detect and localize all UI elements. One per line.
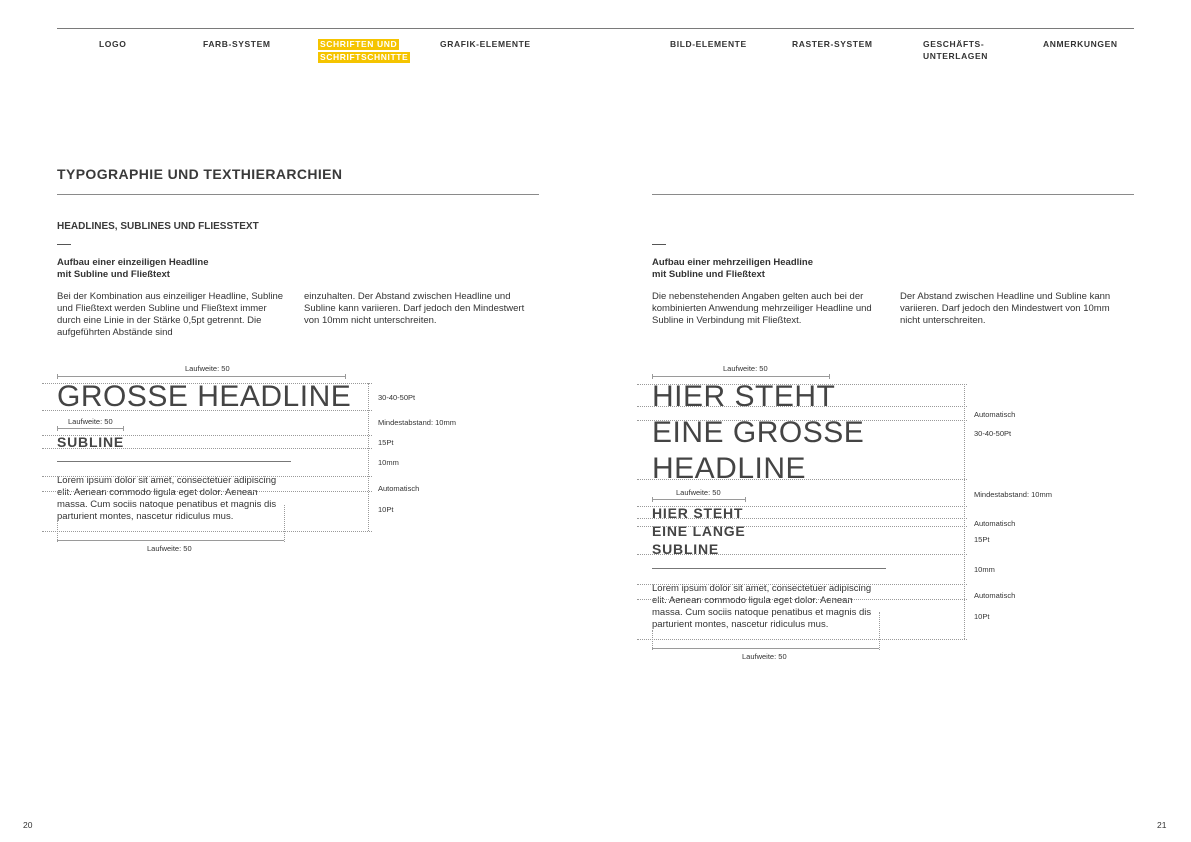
spec-label: 15Pt — [378, 438, 394, 447]
spec-label: Mindestabstand: 10mm — [378, 418, 456, 427]
nav-item-label-line2: UNTERLAGEN — [923, 51, 989, 61]
tracking-label-body: Laufweite: 50 — [147, 544, 192, 553]
spec-label: Mindestabstand: 10mm — [974, 490, 1052, 499]
spec-label: 10Pt — [974, 612, 990, 621]
intro-title-right — [652, 257, 912, 281]
spec-axis — [964, 384, 965, 639]
section-rule-right — [652, 194, 1134, 195]
tracking-measure-subline — [652, 499, 746, 500]
separator-line-sample — [57, 461, 291, 462]
nav-item-schriften-active[interactable] — [318, 38, 410, 64]
tracking-label-headline: Laufweite: 50 — [185, 364, 230, 373]
nav-item-grafik-elemente[interactable] — [440, 38, 531, 50]
spec-label: 10mm — [974, 565, 995, 574]
tracking-measure-headline — [57, 376, 346, 377]
intro-title-line1: Aufbau einer einzeiligen Headline — [57, 257, 209, 268]
separator-line-sample — [652, 568, 886, 569]
subline-sample-line2: EINE LANGE — [652, 523, 746, 539]
tracking-label-body: Laufweite: 50 — [742, 652, 787, 661]
spec-label: 30-40-50Pt — [378, 393, 416, 402]
page-number-left: 20 — [23, 820, 33, 830]
subline-sample: SUBLINE — [57, 434, 125, 450]
body-text-col2: Der Abstand zwischen Headline und Subline kann variieren. Darf jedoch den Mindestwert von 10mm nicht unterschreiten. — [900, 291, 1111, 326]
tracking-measure-headline — [652, 376, 830, 377]
section-rule-left — [57, 194, 539, 195]
headline-sample-line3: HEADLINE — [652, 452, 807, 485]
guide-line-vertical — [879, 612, 880, 650]
spec-label: 10Pt — [378, 505, 394, 514]
nav-item-bild-elemente[interactable] — [670, 38, 747, 50]
nav-item-logo[interactable] — [99, 38, 126, 50]
guide-line — [42, 410, 372, 411]
body-text-col1: Bei der Kombination aus einzeiliger Headline, Subline und Fließtext werden Subline und Fließtext immer durch eine Linie in der Stärke 0,5pt getrennt. Die aufgeführten Abstände sind — [57, 291, 284, 338]
intro-dash — [57, 244, 71, 245]
headline-sample: GROSSE HEADLINE — [57, 380, 352, 413]
guide-line — [42, 531, 372, 532]
guide-line — [637, 479, 967, 480]
intro-title-line2: mit Subline und Fließtext — [652, 269, 765, 280]
headline-sample-line1: HIER STEHT — [652, 380, 836, 413]
spec-label: Automatisch — [974, 519, 1016, 528]
guide-line-vertical — [652, 630, 653, 650]
tracking-label-headline: Laufweite: 50 — [723, 364, 768, 373]
tracking-label-subline: Laufweite: 50 — [676, 488, 721, 497]
guide-line — [637, 554, 967, 555]
nav-item-label: BILD-ELEMENTE — [670, 39, 747, 49]
guide-line — [42, 491, 372, 492]
nav-item-label: GRAFIK-ELEMENTE — [440, 39, 531, 49]
intro-dash — [652, 244, 666, 245]
nav-item-farb-system[interactable] — [203, 38, 271, 50]
page-number-right: 21 — [1157, 820, 1167, 830]
tracking-measure-subline — [57, 428, 124, 429]
body-text-col2: einzuhalten. Der Abstand zwischen Headline und Subline kann variieren. Darf jedoch den Mindestwert von 10mm nicht unterschreiten. — [304, 291, 525, 326]
spec-label: 10mm — [378, 458, 399, 467]
subline-sample-line1: HIER STEHT — [652, 505, 744, 521]
measure-tick — [652, 497, 653, 502]
guide-line-vertical — [57, 520, 58, 542]
intro-title-line1: Aufbau einer mehrzeiligen Headline — [652, 257, 814, 268]
nav-item-anmerkungen[interactable] — [1043, 38, 1118, 50]
body-text-sample: Lorem ipsum dolor sit amet, consectetuer adipiscing elit. Aenean commodo ligula eget dolor. Aenean massa. Cum sociis natoque penatibus et magnis dis parturient montes, nascetur ridiculus mus. — [652, 583, 872, 630]
body-text-col1: Die nebenstehenden Angaben gelten auch bei der kombinierten Anwendung mehrzeiliger Headline und Subline in Verbindung mit Fließtext. — [652, 291, 872, 326]
nav-top-rule — [57, 28, 1134, 29]
nav-item-label: RASTER-SYSTEM — [792, 39, 873, 49]
measure-tick — [123, 426, 124, 431]
nav-item-label: ANMERKUNGEN — [1043, 39, 1118, 49]
intro-title-left — [57, 257, 317, 281]
headline-sample-line2: EINE GROSSE — [652, 416, 865, 449]
spec-label: 15Pt — [974, 535, 990, 544]
spec-label: Automatisch — [378, 484, 420, 493]
nav-item-label: FARB-SYSTEM — [203, 39, 271, 49]
body-text-sample: Lorem ipsum dolor sit amet, consectetuer adipiscing elit. Aenean commodo ligula eget dolor. Aenean massa. Cum sociis natoque penatibus et magnis dis parturient montes, nascetur ridiculus mus. — [57, 475, 277, 522]
nav-item-label-line1: GESCHÄFTS- — [923, 39, 985, 49]
nav-item-geschaeftsunterlagen[interactable] — [923, 38, 988, 62]
spec-label: Automatisch — [974, 591, 1016, 600]
guide-line-vertical — [284, 505, 285, 542]
measure-tick — [745, 497, 746, 502]
guide-line — [637, 639, 967, 640]
nav-item-label-line2: SCHRIFTSCHNITTE — [320, 52, 409, 62]
subline-sample-line3: SUBLINE — [652, 541, 720, 557]
measure-tick — [57, 426, 58, 431]
tracking-measure-body — [652, 648, 879, 649]
nav-item-label-line1: SCHRIFTEN UND — [320, 39, 398, 49]
nav-item-label: LOGO — [99, 39, 127, 49]
spec-axis — [368, 383, 369, 531]
guide-line — [637, 599, 967, 600]
guide-line — [637, 518, 967, 519]
intro-title-line2: mit Subline und Fließtext — [57, 269, 170, 280]
subhead: HEADLINES, SUBLINES UND FLIESSTEXT — [57, 221, 259, 232]
guide-line — [42, 448, 372, 449]
spec-label: 30-40-50Pt — [974, 429, 1012, 438]
guide-line — [637, 526, 967, 527]
spec-label: Automatisch — [974, 410, 1016, 419]
tracking-label-subline: Laufweite: 50 — [68, 417, 113, 426]
nav-item-raster-system[interactable] — [792, 38, 873, 50]
section-title: TYPOGRAPHIE UND TEXTHIERARCHIEN — [57, 166, 343, 182]
guide-line — [637, 406, 967, 407]
tracking-measure-body — [57, 540, 284, 541]
